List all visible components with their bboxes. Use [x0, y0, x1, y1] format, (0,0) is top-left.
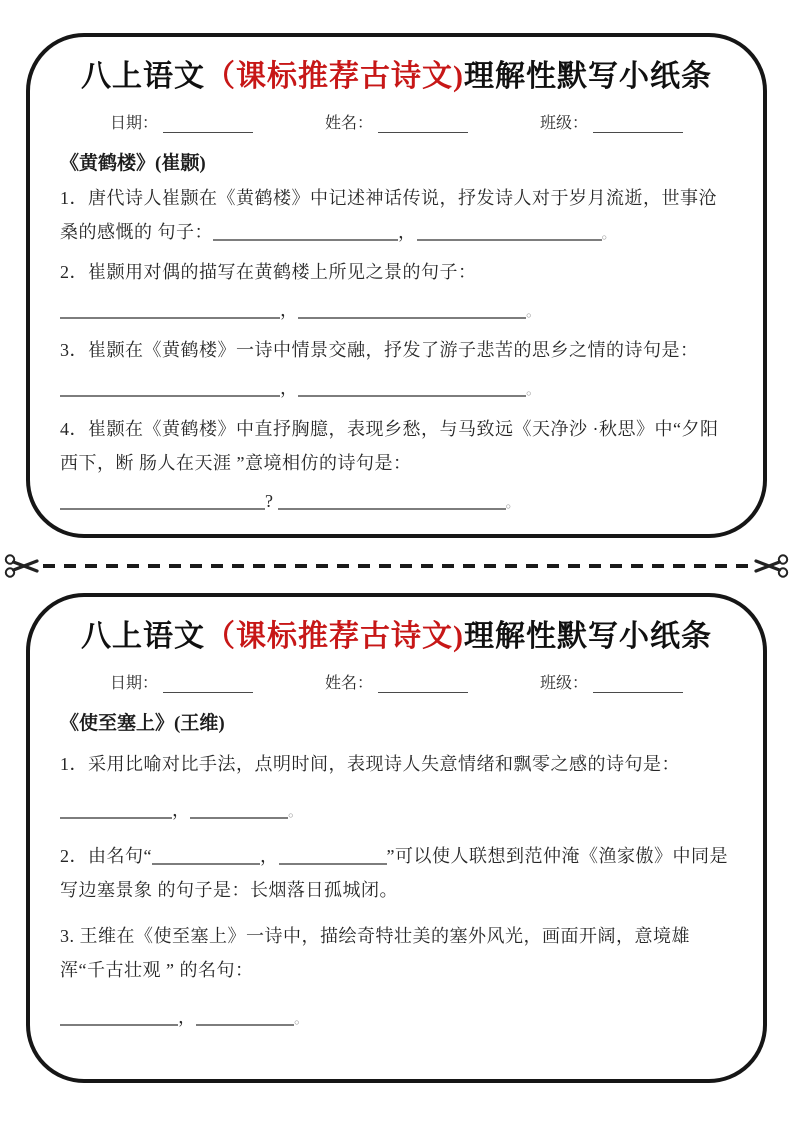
class-label: 班级： [540, 114, 589, 132]
question-3-text: 3．崔颢在《黄鹤楼》一诗中情景交融，抒发了游子悲苦的思乡之情的诗句是： [60, 340, 699, 361]
name-field [325, 670, 468, 693]
cut-line [4, 538, 789, 593]
question-3 [60, 333, 733, 367]
end-period: 。 [294, 1010, 310, 1027]
question-3-text: 3. 王维在《使至塞上》一诗中，描绘奇特壮美的塞外风光，画面开阔，意境雄浑“千古壮观 ” 的名句： [60, 926, 690, 981]
question-2 [60, 839, 733, 907]
title-red-highlight: （课标推荐古诗文) [205, 60, 464, 93]
question-4-text: 4．崔颢在《黄鹤楼》中直抒胸臆，表现乡愁，与马致远《天净沙 ·秋思》中“夕阳西下，断 肠人在天涯 ”意境相仿的诗句是： [60, 418, 719, 473]
worksheet-card-shizhisaishang [26, 593, 767, 1083]
question-4 [60, 412, 733, 480]
question-1 [60, 181, 733, 249]
title-left: 八上语文 [81, 60, 205, 93]
dashed-cut-line [43, 564, 750, 568]
end-period: 。 [526, 304, 542, 321]
answer-blank [60, 492, 265, 510]
comma-separator: ， [280, 378, 298, 399]
meta-row [60, 670, 733, 693]
name-blank-line [378, 116, 468, 133]
comma-separator: ， [280, 300, 298, 321]
answer-blank [213, 223, 398, 241]
name-label: 姓名： [324, 674, 373, 692]
answer-blank [279, 847, 387, 865]
name-field [325, 110, 468, 133]
comma-separator: ， [178, 1006, 196, 1027]
answer-blank [278, 492, 506, 510]
answer-blank [152, 847, 260, 865]
scissors-icon [753, 551, 789, 581]
class-field [540, 110, 683, 133]
question-3-answer-line [60, 371, 733, 405]
class-field [540, 670, 683, 693]
poem-heading: 《黄鹤楼》(崔颢) [60, 152, 206, 174]
question-2-lead-text: 2．由名句“ [60, 845, 152, 866]
end-period: 。 [288, 803, 304, 820]
class-blank-line [593, 676, 683, 693]
answer-blank [417, 223, 602, 241]
name-blank-line [378, 676, 468, 693]
date-label: 日期： [109, 674, 158, 692]
comma-separator: ， [398, 221, 417, 242]
answer-blank [60, 1008, 178, 1026]
end-period: 。 [505, 495, 521, 511]
date-blank-line [163, 676, 253, 693]
answer-blank [298, 379, 526, 397]
answer-blank [190, 801, 288, 819]
card-title [60, 617, 733, 658]
date-blank-line [163, 116, 253, 133]
title-right: 理解性默写小纸条 [464, 60, 712, 93]
question-3 [60, 919, 733, 987]
answer-blank [60, 379, 280, 397]
question-2-answer-line [60, 293, 733, 327]
meta-row [60, 110, 733, 133]
end-period: 。 [526, 382, 542, 399]
name-label: 姓名： [324, 114, 373, 132]
end-period: 。 [601, 225, 618, 242]
comma-separator: ， [172, 799, 190, 820]
title-red-highlight: （课标推荐古诗文) [205, 620, 464, 653]
answer-blank [60, 801, 172, 819]
answer-blank [196, 1008, 294, 1026]
question-1-text: 1．唐代诗人崔颢在《黄鹤楼》中记述神话传说，抒发诗人对于岁月流逝，世事沧桑的感慨的 句子： [60, 187, 717, 242]
worksheet-card-huanghelou [26, 33, 767, 538]
poem-heading: 《使至塞上》(王维) [60, 712, 225, 734]
question-2-text: 2．崔颢用对偶的描写在黄鹤楼上所见之景的句子： [60, 261, 477, 282]
class-label: 班级： [540, 674, 589, 692]
question-4-answer-line [60, 484, 733, 518]
comma-separator: ， [260, 845, 279, 866]
question-3-answer-line [60, 1000, 733, 1034]
answer-blank [60, 301, 280, 319]
question-1 [60, 747, 733, 781]
date-field [110, 110, 253, 133]
date-field [110, 670, 253, 693]
question-mark-separator: ? [265, 491, 273, 511]
date-label: 日期： [109, 114, 158, 132]
question-2-tail-text: ”可以使人联想到范仲淹《渔家傲》中同是写边塞景象 的句子是：长烟落日孤城闭。 [60, 845, 728, 901]
title-left: 八上语文 [81, 620, 205, 653]
class-blank-line [593, 116, 683, 133]
title-right: 理解性默写小纸条 [464, 620, 712, 653]
question-1-text: 1．采用比喻对比手法，点明时间，表现诗人失意情绪和飘零之感的诗句是： [60, 753, 680, 774]
scissors-icon [4, 551, 40, 581]
answer-blank [298, 301, 526, 319]
question-2 [60, 255, 733, 289]
question-1-answer-line [60, 793, 733, 827]
card-title [60, 57, 733, 98]
